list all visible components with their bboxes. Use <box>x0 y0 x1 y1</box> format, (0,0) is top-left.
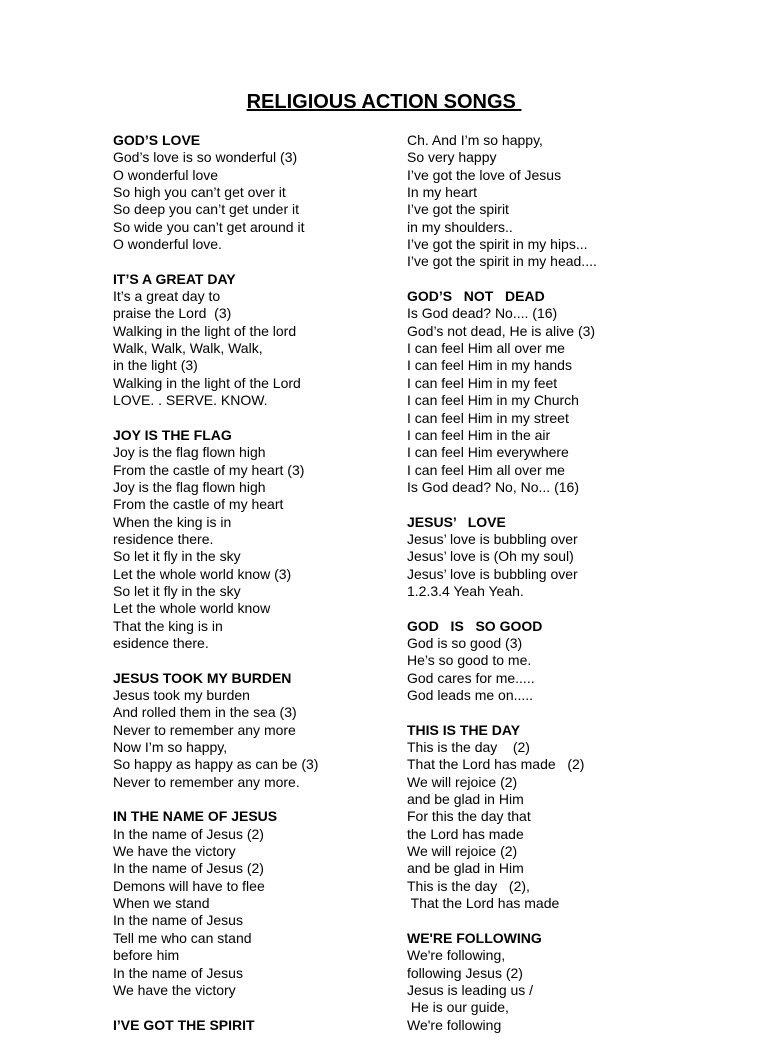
song-god-is-so-good <box>407 618 737 705</box>
lyric-line: O wonderful love. <box>113 236 222 253</box>
song-title: JESUS TOOK MY BURDEN <box>113 669 292 686</box>
lyric-line: That the king is in <box>113 617 223 634</box>
lyric-line: In the name of Jesus <box>113 964 243 981</box>
song-i-ve-got-the-spirit <box>113 1017 393 1034</box>
lyric-line: From the castle of my heart <box>113 496 284 513</box>
song-title: IT’S A GREAT DAY <box>113 270 236 287</box>
song-title: IN THE NAME OF JESUS <box>113 808 278 825</box>
lyric-line: I’ve got the spirit <box>407 201 509 218</box>
lyric-line: For this the day that <box>407 808 531 825</box>
lyric-line: When the king is in <box>113 513 232 530</box>
song-jesus-took-my-burden <box>113 670 393 791</box>
lyric-line: He’s so good to me. <box>407 652 532 669</box>
song-in-the-name-of-jesus <box>113 808 393 999</box>
left-column <box>113 132 393 1051</box>
lyric-line: Walking in the light of the Lord <box>113 374 301 391</box>
lyric-line: Ch. And I’m so happy, <box>407 132 543 148</box>
song-title: JOY IS THE FLAG <box>113 426 232 443</box>
lyric-line: Let the whole world know <box>113 600 271 617</box>
lyric-line: and be glad in Him <box>407 791 524 808</box>
lyric-line: We have the victory <box>113 843 236 860</box>
lyric-line: I can feel Him in my feet <box>407 374 558 391</box>
right-column <box>407 132 737 1051</box>
lyric-line: Jesus’ love is (Oh my soul) <box>407 548 574 565</box>
lyric-line: This is the day (2) <box>407 739 530 756</box>
lyric-line: That the Lord has made (2) <box>407 756 585 773</box>
lyric-line: Jesus took my burden <box>113 687 250 703</box>
lyric-line: the Lord has made <box>407 825 524 842</box>
lyric-line: Let the whole world know (3) <box>113 565 292 582</box>
song-title: WE'RE FOLLOWING <box>407 929 542 946</box>
lyric-line: God leads me on..... <box>407 687 534 703</box>
song-god-s-love <box>113 132 393 253</box>
lyric-line: I’ve got the spirit in my hips... <box>407 236 588 253</box>
lyric-line: So deep you can’t get under it <box>113 201 300 218</box>
lyric-line: Never to remember any more. <box>113 773 300 790</box>
lyric-line: Now I’m so happy, <box>113 739 228 756</box>
lyric-line: Tell me who can stand <box>113 929 252 946</box>
lyric-line: We're following <box>407 1016 502 1033</box>
lyric-line: residence there. <box>113 530 214 547</box>
lyric-line: We will rejoice (2) <box>407 773 518 790</box>
lyric-line: So wide you can’t get around it <box>113 218 305 235</box>
lyric-line: I’ve got the spirit in my head.... <box>407 253 597 270</box>
lyric-line: in my shoulders.. <box>407 218 513 235</box>
lyric-line: And rolled them in the sea (3) <box>113 704 297 721</box>
song-title: GOD’S LOVE <box>113 132 201 148</box>
lyric-line: Walk, Walk, Walk, Walk, <box>113 340 263 357</box>
lyric-line: Joy is the flag flown high <box>113 478 266 495</box>
lyric-line: We're following, <box>407 947 506 964</box>
lyric-line: Is God dead? No.... (16) <box>407 305 558 322</box>
lyric-line: When we stand <box>113 895 210 912</box>
lyric-line: Jesus is leading us / <box>407 981 534 998</box>
lyric-line: following Jesus (2) <box>407 964 523 981</box>
song-it-s-a-great-day <box>113 271 393 410</box>
song-title: GOD IS SO GOOD <box>407 617 543 634</box>
lyric-line: God’s not dead, He is alive (3) <box>407 322 596 339</box>
song-god-s-not-dead <box>407 288 737 496</box>
lyric-line: God’s love is so wonderful (3) <box>113 149 298 166</box>
lyric-line: That the Lord has made <box>407 895 560 912</box>
lyric-line: esidence there. <box>113 634 209 651</box>
lyric-line: Jesus’ love is bubbling over <box>407 530 578 547</box>
lyric-line: in the light (3) <box>113 357 198 374</box>
lyric-line: Joy is the flag flown high <box>113 444 266 461</box>
lyric-line: praise the Lord (3) <box>113 305 232 322</box>
song-this-is-the-day <box>407 722 737 913</box>
lyric-line: Demons will have to flee <box>113 877 265 894</box>
song-jesus-love <box>407 514 737 601</box>
song-joy-is-the-flag <box>113 427 393 652</box>
lyric-line: LOVE. . SERVE. KNOW. <box>113 392 268 409</box>
lyric-line: Walking in the light of the lord <box>113 322 297 339</box>
lyric-line: In the name of Jesus (2) <box>113 825 264 842</box>
song-title: I’VE GOT THE SPIRIT <box>113 1016 255 1033</box>
lyric-line: Never to remember any more <box>113 721 296 738</box>
lyric-line: I can feel Him in the air <box>407 426 551 443</box>
lyric-line: and be glad in Him <box>407 860 524 877</box>
lyric-line: So let it fly in the sky <box>113 582 241 599</box>
lyric-line: So high you can’t get over it <box>113 184 286 201</box>
song-title: THIS IS THE DAY <box>407 721 521 738</box>
lyric-line: In the name of Jesus (2) <box>113 860 264 877</box>
lyric-line: Jesus’ love is bubbling over <box>407 565 578 582</box>
lyric-line: I can feel Him in my Church <box>407 392 579 409</box>
lyric-line: Is God dead? No, No... (16) <box>407 478 579 495</box>
document-title: RELIGIOUS ACTION SONGS <box>246 91 522 113</box>
lyric-line: I can feel Him all over me <box>407 340 565 357</box>
lyric-line: It’s a great day to <box>113 288 221 305</box>
lyric-line: This is the day (2), <box>407 877 530 894</box>
lyric-line: So let it fly in the sky <box>113 548 241 565</box>
lyric-line: God is so good (3) <box>407 634 523 651</box>
lyric-line: He is our guide, <box>407 999 509 1016</box>
lyric-line: I can feel Him in my hands <box>407 357 572 374</box>
lyric-line: I’ve got the love of Jesus <box>407 166 562 183</box>
lyric-line: God cares for me..... <box>407 669 535 686</box>
song-title: JESUS’ LOVE <box>407 513 506 530</box>
lyric-line: I can feel Him everywhere <box>407 444 569 461</box>
lyric-line: O wonderful love <box>113 166 219 183</box>
song-continued <box>407 132 737 271</box>
lyric-line: In my heart <box>407 184 478 201</box>
lyric-line: We will rejoice (2) <box>407 843 518 860</box>
lyric-line: I can feel Him in my street <box>407 409 569 426</box>
lyric-line: before him <box>113 947 180 964</box>
lyric-line: So very happy <box>407 149 497 166</box>
song-title: GOD’S NOT DEAD <box>407 288 545 305</box>
lyric-line: So happy as happy as can be (3) <box>113 756 319 773</box>
lyric-line: I can feel Him all over me <box>407 461 565 478</box>
lyric-line: From the castle of my heart (3) <box>113 461 305 478</box>
lyric-line: 1.2.3.4 Yeah Yeah. <box>407 582 524 599</box>
lyric-line: We have the victory <box>113 981 236 998</box>
song-we-re-following <box>407 930 737 1034</box>
lyric-line: In the name of Jesus <box>113 912 243 929</box>
